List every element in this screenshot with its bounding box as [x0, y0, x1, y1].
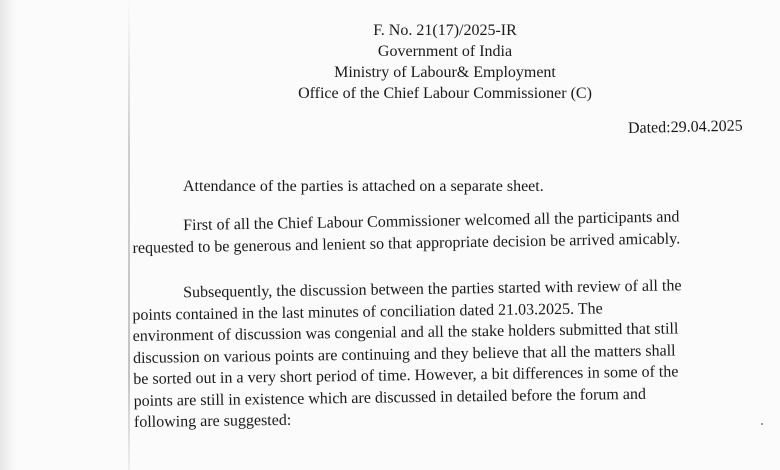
paragraph-line: points contained in the last minutes of conciliation dated 21.03.2025. The: [132, 299, 603, 324]
paragraph-line: environment of discussion was congenial and all the stake holders submitted that still: [132, 320, 679, 345]
scan-left-edge: [0, 0, 18, 470]
paragraph-line: requested to be generous and lenient so that appropriate decision be arrived amicably.: [132, 229, 681, 257]
scan-margin-line: [128, 0, 130, 470]
government-name: Government of India: [377, 43, 513, 60]
paragraph-line: following are suggested:: [133, 411, 292, 431]
paragraph-attendance: [183, 176, 544, 198]
paragraph-line: be sorted out in a very short period of time. However, a bit differences in some of the: [133, 363, 679, 388]
file-number: F. No. 21(17)/2025-IR: [373, 22, 517, 39]
paragraph-line: points are still in existence which are discussed in detailed before the forum and: [133, 385, 646, 410]
paragraph-discussion: [132, 275, 683, 433]
ministry-name: Ministry of Labour& Employment: [334, 64, 556, 81]
letter-header: [250, 20, 640, 104]
paragraph-welcome: [132, 206, 680, 259]
paragraph-line: Subsequently, the discussion between the parties started with review of all the: [183, 277, 682, 302]
paragraph-line: First of all the Chief Labour Commissioner welcomed all the participants and: [183, 208, 680, 235]
scan-speck: [761, 423, 763, 425]
office-name: Office of the Chief Labour Commissioner (C): [298, 85, 592, 102]
paragraph-line: discussion on various points are continuing and they believe that all the matters shall: [132, 341, 676, 367]
date-line: Dated:29.04.2025: [627, 117, 743, 137]
paragraph-line: Attendance of the parties is attached on a separate sheet.: [183, 178, 544, 195]
